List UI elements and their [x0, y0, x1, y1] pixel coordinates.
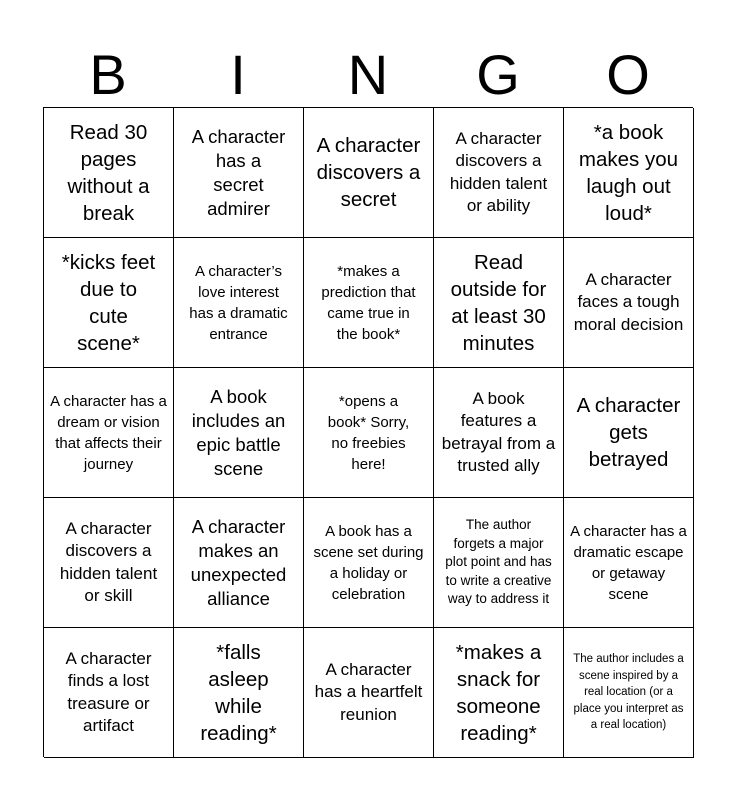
cell-text: A character discovers a hidden talent or ability	[449, 128, 548, 215]
bingo-cell[interactable]	[434, 108, 564, 238]
cell-text: The author includes a scene inspired by a real location (or a place you interpret as a real location)	[573, 653, 684, 732]
header-letter-i: I	[230, 43, 246, 106]
bingo-cell[interactable]	[434, 498, 564, 628]
cell-text: A character’s love interest has a dramatic entrance	[189, 262, 288, 343]
cell-text: A book has a scene set during a holiday or celebration	[313, 522, 424, 603]
bingo-cell[interactable]	[564, 238, 694, 368]
bingo-cell[interactable]	[564, 108, 694, 238]
bingo-cell[interactable]	[44, 368, 174, 498]
bingo-cell[interactable]	[44, 108, 174, 238]
bingo-cell[interactable]	[174, 238, 304, 368]
cell-text: A character discovers a secret	[316, 134, 421, 211]
cell-text: *kicks feet due to cute scene*	[61, 250, 156, 355]
cell-text: A character has a heartfelt reunion	[314, 659, 423, 724]
cell-text: A book features a betrayal from a trusted ally	[441, 388, 556, 475]
cell-text: A character has a secret admirer	[191, 125, 286, 219]
cell-text: *a book makes you laugh out loud*	[578, 120, 679, 225]
bingo-header	[43, 44, 693, 106]
bingo-cell[interactable]	[174, 108, 304, 238]
bingo-cell[interactable]	[304, 628, 434, 758]
bingo-cell[interactable]	[434, 368, 564, 498]
cell-text: A character finds a lost treasure or artifact	[65, 648, 152, 735]
cell-text: *makes a prediction that came true in the book*	[321, 262, 416, 343]
cell-text: Read outside for at least 30 minutes	[450, 250, 547, 355]
bingo-cell[interactable]	[304, 498, 434, 628]
bingo-cell[interactable]	[174, 368, 304, 498]
bingo-cell[interactable]	[564, 628, 694, 758]
bingo-cell[interactable]	[304, 238, 434, 368]
bingo-cell[interactable]	[44, 498, 174, 628]
cell-text: A character has a dream or vision that affects their journey	[50, 392, 167, 473]
bingo-board	[43, 107, 693, 757]
cell-text: Read 30 pages without a break	[67, 120, 150, 225]
cell-text: *falls asleep while reading*	[200, 640, 277, 745]
cell-text: *makes a snack for someone reading*	[455, 640, 542, 745]
cell-text: A character gets betrayed	[576, 394, 681, 471]
bingo-cell[interactable]	[434, 238, 564, 368]
header-letter-n: N	[347, 43, 389, 106]
bingo-cell[interactable]	[564, 498, 694, 628]
bingo-cell[interactable]	[44, 628, 174, 758]
cell-text: A character has a dramatic escape or getaway scene	[570, 522, 687, 603]
bingo-cell[interactable]	[44, 238, 174, 368]
cell-text: A book includes an epic battle scene	[191, 385, 286, 479]
bingo-cell[interactable]	[174, 628, 304, 758]
cell-text: *opens a book* Sorry, no freebies here!	[327, 392, 410, 473]
cell-text: The author forgets a major plot point and has to write a creative way to address it	[445, 517, 552, 607]
bingo-cell[interactable]	[174, 498, 304, 628]
bingo-cell[interactable]	[304, 368, 434, 498]
header-letter-g: G	[476, 43, 520, 106]
bingo-cell[interactable]	[434, 628, 564, 758]
cell-text: A character makes an unexpected alliance	[190, 515, 287, 609]
cell-text: A character discovers a hidden talent or skill	[59, 518, 158, 605]
header-letter-b: B	[89, 43, 127, 106]
bingo-cell[interactable]	[304, 108, 434, 238]
header-letter-o: O	[606, 43, 650, 106]
cell-text: A character faces a tough moral decision	[573, 269, 684, 334]
bingo-cell[interactable]	[564, 368, 694, 498]
